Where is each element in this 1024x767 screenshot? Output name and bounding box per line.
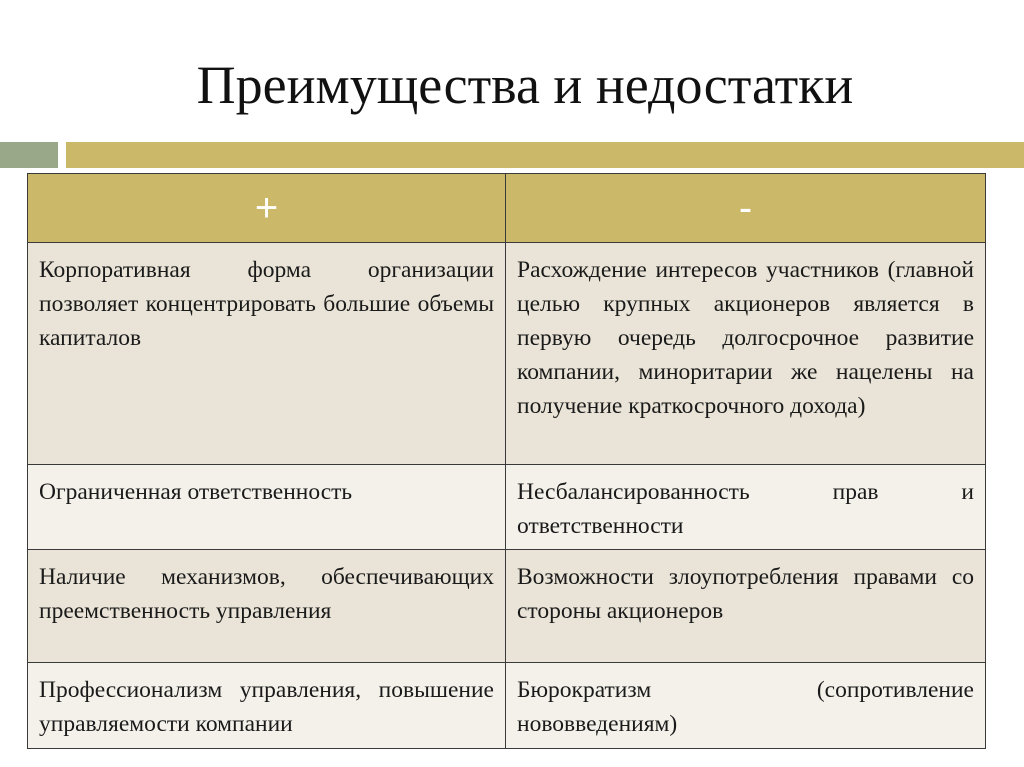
table-row xyxy=(28,663,986,749)
pros-cons-table xyxy=(27,173,986,749)
decorative-bar-green xyxy=(0,142,58,168)
slide-title: Преимущества и недостатки xyxy=(196,55,854,115)
header-minus: - xyxy=(506,174,986,243)
cell-advantage: Корпоративная форма организации позволяет концентрировать большие объемы капиталов xyxy=(28,243,506,465)
cell-disadvantage: Возможности злоупотребления правами со стороны акционеров xyxy=(506,550,986,663)
cell-disadvantage: Бюрократизм (сопротивление нововведениям) xyxy=(506,663,986,749)
table-row xyxy=(28,465,986,550)
cell-advantage: Ограниченная ответственность xyxy=(28,465,506,550)
table-row xyxy=(28,550,986,663)
cell-advantage: Профессионализм управления, повышение управляемости компании xyxy=(28,663,506,749)
table-header-row xyxy=(28,174,986,243)
cell-disadvantage: Расхождение интересов участников (главной целью крупных акционеров является в первую очередь долгосрочное развитие компании, миноритарии же нацелены на получение краткосрочного дохода) xyxy=(506,243,986,465)
cell-disadvantage: Несбалансированность прав и ответственности xyxy=(506,465,986,550)
decorative-bar-gold xyxy=(66,142,1024,168)
header-plus: + xyxy=(28,174,506,243)
table-row xyxy=(28,243,986,465)
cell-advantage: Наличие механизмов, обеспечивающих преемственность управления xyxy=(28,550,506,663)
